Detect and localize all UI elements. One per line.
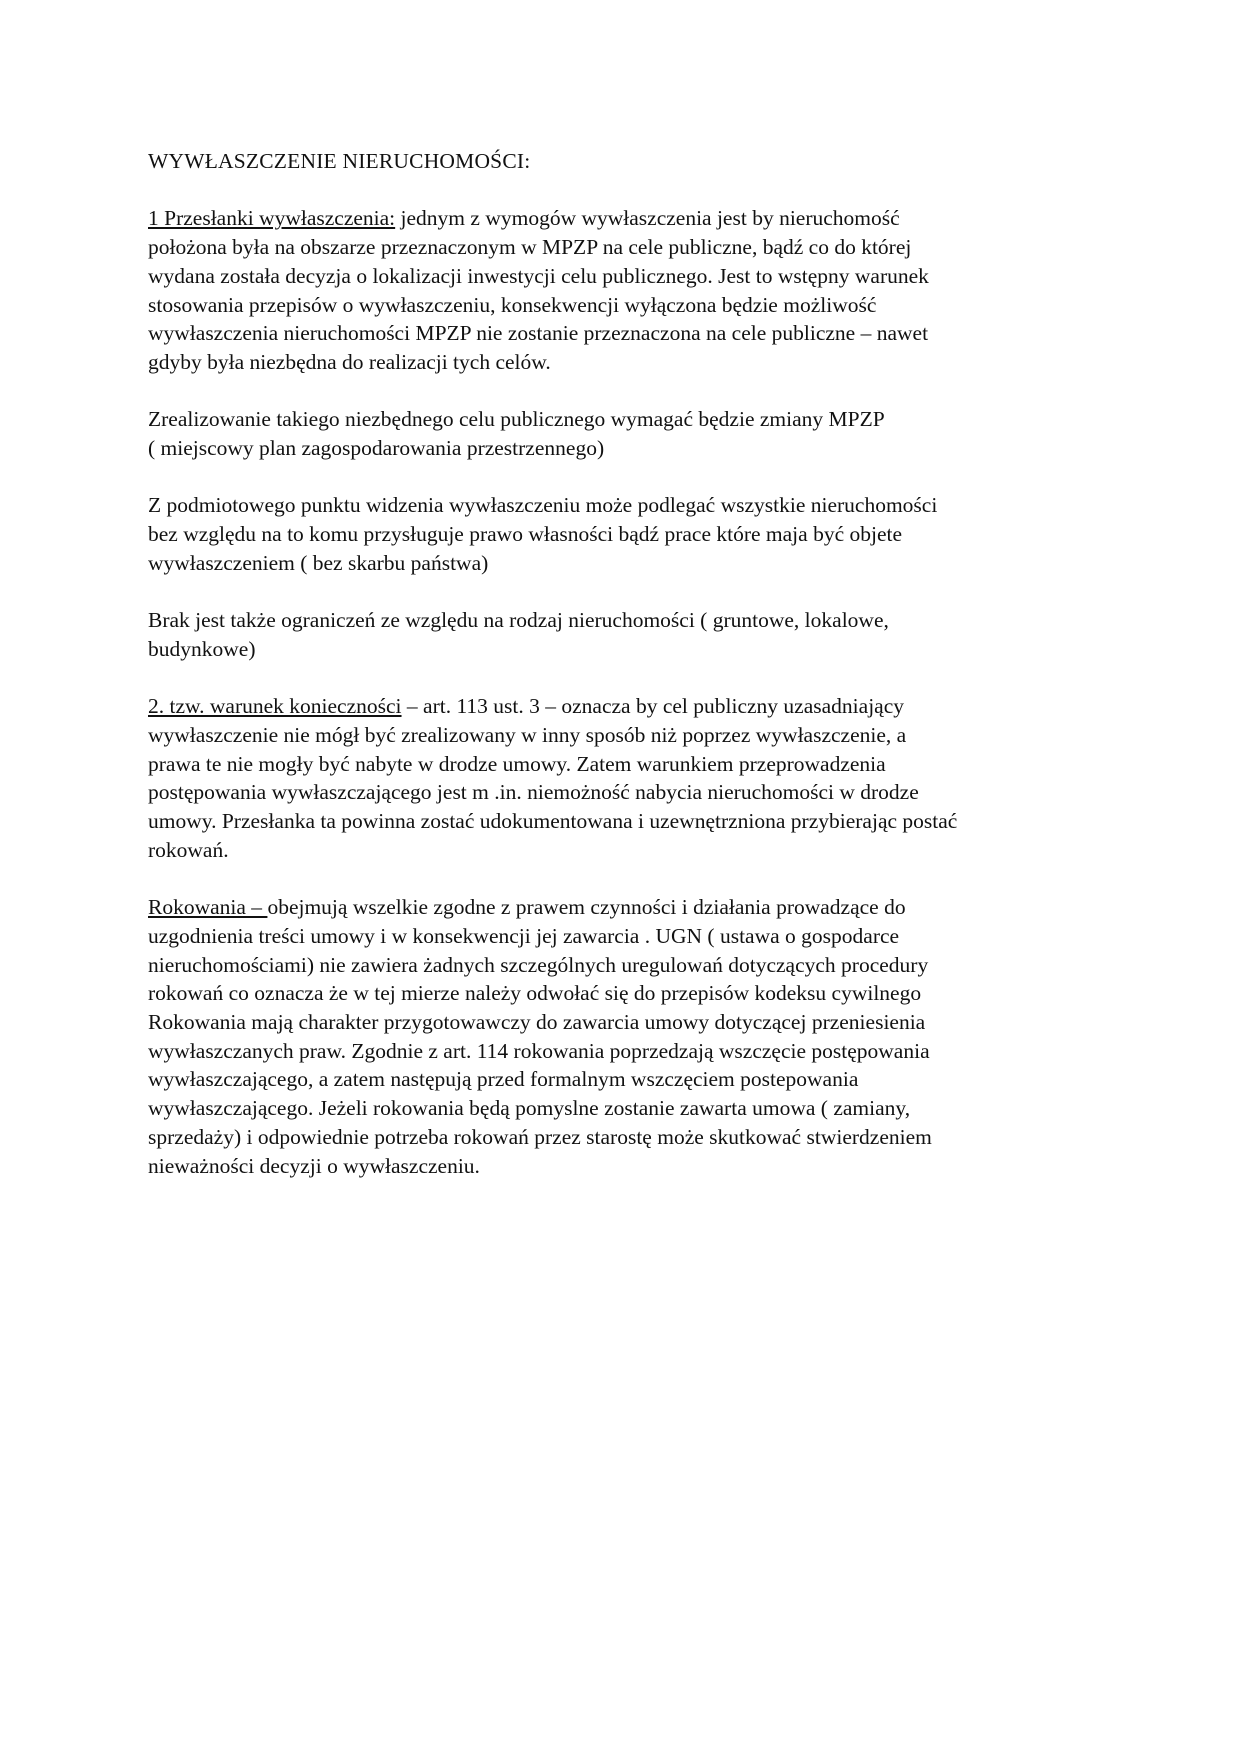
section-heading-premises: 1 Przesłanki wywłaszczenia: [148, 206, 396, 231]
paragraph-line: wywłaszczającego, a zatem następują przed formalnym wszczęciem postepowania [148, 1067, 859, 1092]
paragraph-line: sprzedaży) i odpowiednie potrzeba rokowań przez starostę może skutkować stwierdzeniem [148, 1124, 932, 1149]
paragraph-line: rokowań co oznacza że w tej mierze należy odwołać się do przepisów kodeksu cywilnego [148, 981, 922, 1006]
paragraph-line: Rokowania mają charakter przygotowawczy do zawarcia umowy dotyczącej przeniesienia [148, 1010, 926, 1034]
paragraph-line: Brak jest także ograniczeń ze względu na rodzaj nieruchomości ( gruntowe, lokalowe, [148, 608, 889, 633]
paragraph-line: nieważności decyzji o wywłaszczeniu. [148, 1153, 480, 1178]
line-text: obejmują wszelkie zgodne z prawem czynności i działania prowadzące do [267, 895, 906, 920]
paragraph-line: uzgodnienia treści umowy i w konsekwencji jej zawarcia . UGN ( ustawa o gospodarce [148, 923, 900, 948]
paragraph-premises [148, 204, 1098, 376]
document-title: WYWŁASZCZENIE NIERUCHOMOŚCI: [148, 149, 531, 173]
paragraph-line: postępowania wywłaszczającego jest m .in. niemożność nabycia nieruchomości w drodze [148, 780, 919, 805]
paragraph-line: ( miejscowy plan zagospodarowania przestrzennego) [148, 436, 605, 460]
paragraph-line: prawa te nie mogły być nabyte w drodze umowy. Zatem warunkiem przeprowadzenia [148, 751, 886, 776]
line-text: jednym z wymogów wywłaszczenia jest by nieruchomość [395, 206, 900, 231]
paragraph-line: budynkowe) [148, 636, 256, 661]
paragraph-line: bez względu na to komu przysługuje prawo własności bądź prace które maja być objete [148, 522, 903, 547]
paragraph-line: nieruchomościami) nie zawiera żadnych szczególnych uregulowań dotyczących procedury [148, 952, 929, 977]
paragraph-subjective [148, 491, 1098, 577]
paragraph-negotiations [148, 893, 1098, 1180]
paragraph-line: wywłaszczanych praw. Zgodnie z art. 114 rokowania poprzedzają wszczęcie postępowania [148, 1038, 930, 1063]
paragraph-line: gdyby była niezbędna do realizacji tych celów. [148, 349, 551, 374]
section-heading-necessity: 2. tzw. warunek konieczności [148, 694, 402, 719]
paragraph-line: wywłaszczającego. Jeżeli rokowania będą pomyslne zostanie zawarta umowa ( zamiany, [148, 1096, 911, 1121]
section-heading-negotiations: Rokowania – [148, 895, 268, 920]
paragraph-line: wydana została decyzja o lokalizacji inwestycji celu publicznego. Jest to wstępny warunek [148, 263, 929, 288]
paragraph-line: Zrealizowanie takiego niezbędnego celu publicznego wymagać będzie zmiany MPZP [148, 407, 885, 432]
paragraph-line: Z podmiotowego punktu widzenia wywłaszczeniu może podlegać wszystkie nieruchomości [148, 493, 938, 518]
paragraph-line: stosowania przepisów o wywłaszczeniu, konsekwencji wyłączona będzie możliwość [148, 292, 877, 317]
paragraph-line: wywłaszczenia nieruchomości MPZP nie zostanie przeznaczona na cele publiczne – nawet [148, 321, 929, 346]
paragraph-line: rokowań. [148, 837, 229, 862]
document-body [148, 147, 1098, 1209]
paragraph-restrictions [148, 606, 1098, 663]
paragraph-mpzp [148, 405, 1098, 462]
paragraph-line: umowy. Przesłanka ta powinna zostać udokumentowana i uzewnętrzniona przybierając postać [148, 809, 958, 834]
paragraph-line [148, 893, 1098, 922]
paragraph-line: wywłaszczeniem ( bez skarbu państwa) [148, 550, 489, 575]
line-text: – art. 113 ust. 3 – oznacza by cel publiczny uzasadniający [401, 694, 904, 719]
paragraph-necessity [148, 692, 1098, 864]
paragraph-line [148, 204, 1098, 233]
paragraph-line: położona była na obszarze przeznaczonym w MPZP na cele publiczne, bądź co do której [148, 235, 912, 260]
paragraph-line [148, 692, 1098, 721]
paragraph-line: wywłaszczenie nie mógł być zrealizowany w inny sposób niż poprzez wywłaszczenie, a [148, 722, 907, 747]
